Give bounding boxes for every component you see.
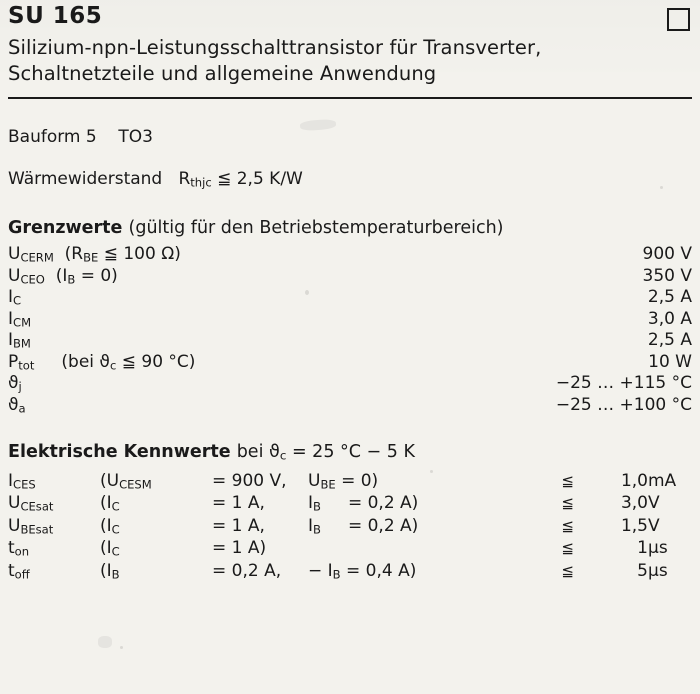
- param-symbol-sub: off: [14, 567, 30, 582]
- table-row: [8, 492, 692, 515]
- param-cond-3-text: − I: [308, 560, 333, 581]
- limit-value: 350 V: [642, 265, 692, 286]
- table-row: [8, 287, 692, 309]
- param-symbol: I: [8, 470, 14, 491]
- param-relation: ≦: [561, 516, 574, 535]
- param-cond-3: [308, 560, 544, 583]
- param-value: 1,0: [620, 470, 648, 491]
- scan-artifact: [120, 646, 123, 649]
- param-symbol-sub: CES: [13, 477, 36, 492]
- param-unit: V: [648, 515, 660, 536]
- param-cond-1: [100, 492, 212, 515]
- param-symbol-sub: on: [14, 544, 30, 559]
- limit-cond-rest: = 0): [75, 265, 118, 286]
- param-relation: ≦: [561, 494, 574, 513]
- param-cond-2: = 1 A,: [212, 493, 265, 514]
- param-value: 3,0: [620, 493, 648, 514]
- param-cond-3-text: U: [308, 470, 321, 491]
- param-cond-2: = 1 A,: [212, 515, 265, 536]
- param-cond-3-text: I: [308, 493, 314, 514]
- limit-symbol-cell: [8, 351, 198, 373]
- limit-value: 2,5 A: [647, 330, 692, 351]
- limits-heading-normal: (gültig für den Betriebstemperaturbereich): [128, 217, 504, 238]
- limit-cond-sub: c: [109, 358, 117, 373]
- limit-value: 3,0 A: [647, 308, 692, 329]
- limit-value: 10 W: [648, 351, 692, 372]
- electrical-heading-sub: c: [279, 448, 287, 463]
- limit-symbol-cell: [8, 265, 198, 287]
- limit-symbol-cell: [8, 287, 198, 309]
- limit-symbol-cell: [8, 373, 198, 395]
- limit-symbol: P: [8, 351, 19, 372]
- param-cond-1-text: (I: [100, 515, 112, 536]
- table-row: [8, 265, 692, 287]
- table-row: [8, 560, 692, 583]
- param-symbol: U: [8, 515, 21, 536]
- param-symbol-cell: [8, 470, 100, 493]
- table-row: [8, 537, 692, 560]
- limit-symbol-sub: a: [18, 401, 26, 416]
- limit-value: −25 … +115 °C: [555, 373, 692, 394]
- param-cond-3: [308, 515, 544, 538]
- table-row: [8, 470, 692, 493]
- param-cond-1: [100, 560, 212, 583]
- param-symbol: t: [8, 538, 15, 559]
- thermal-label: Wärmewiderstand: [8, 169, 163, 190]
- limit-spacer: [198, 373, 556, 395]
- param-cond-1-sub: CESM: [119, 477, 152, 492]
- param-symbol: t: [8, 560, 15, 581]
- param-cond-1-text: (I: [100, 493, 112, 514]
- param-cond-3-sub: B: [313, 499, 321, 514]
- limit-symbol-cell: [8, 308, 198, 330]
- table-row: [8, 373, 692, 395]
- param-relation: ≦: [561, 539, 574, 558]
- thermal-resistance-row: [8, 167, 692, 192]
- table-row: [8, 515, 692, 538]
- electrical-heading-normal: bei ϑ: [236, 442, 280, 462]
- param-symbol-cell: [8, 560, 100, 583]
- param-cond-3: [308, 537, 544, 560]
- param-value: 5: [637, 560, 648, 581]
- param-symbol-cell: [8, 492, 100, 515]
- limit-symbol-cell: [8, 330, 198, 352]
- package-label: Bauform 5: [8, 127, 97, 148]
- limit-symbol-cell: [8, 394, 198, 416]
- limits-table: [8, 244, 692, 416]
- limit-value: −25 … +100 °C: [555, 394, 692, 415]
- limit-value: 900 V: [642, 244, 692, 265]
- param-cond-1-sub: C: [111, 544, 120, 559]
- param-cond-1-text: (I: [100, 538, 112, 559]
- limit-symbol-sub: BM: [13, 336, 31, 351]
- table-row: [8, 394, 692, 416]
- limit-symbol-sub: tot: [18, 358, 35, 373]
- limit-spacer: [198, 287, 556, 309]
- param-cond-2: = 900 V,: [212, 470, 287, 491]
- limit-symbol-cell: [8, 244, 198, 266]
- param-relation: ≦: [561, 561, 574, 580]
- package-row: [8, 125, 692, 150]
- param-cond-1: [100, 470, 212, 493]
- limit-cond: (R: [64, 244, 84, 265]
- param-cond-3-rest: = 0,2 A): [320, 493, 419, 514]
- limit-symbol-sub: C: [13, 293, 22, 308]
- limit-symbol: I: [8, 287, 14, 308]
- param-cond-1-sub: C: [111, 499, 120, 514]
- limit-value: 2,5 A: [647, 287, 692, 308]
- limit-cond-rest: ≦ 90 °C): [116, 351, 196, 372]
- limit-symbol-sub: CERM: [20, 250, 54, 265]
- electrical-heading-rest: = 25 °C − 5 K: [286, 442, 415, 462]
- param-cond-1-text: (U: [100, 470, 120, 491]
- limit-cond-sub: B: [67, 272, 76, 287]
- table-row: [8, 351, 692, 373]
- limit-spacer: [198, 330, 556, 352]
- param-symbol-sub: CEsat: [20, 499, 54, 514]
- page-title: SU 165: [8, 3, 103, 29]
- subtitle-line-1: Silizium-npn-Leistungsschalttransistor für Transverter,: [8, 36, 542, 59]
- param-cond-1-sub: B: [111, 567, 120, 582]
- limit-symbol: U: [8, 244, 21, 265]
- limit-spacer: [198, 351, 556, 373]
- param-cond-3: [308, 492, 544, 515]
- limit-symbol: U: [8, 265, 21, 286]
- limit-cond-sub: BE: [83, 250, 99, 265]
- package-value: TO3: [118, 127, 153, 148]
- limit-symbol-sub: j: [18, 379, 22, 394]
- param-cond-3-sub: BE: [320, 477, 336, 492]
- limit-cond: (bei ϑ: [61, 351, 110, 372]
- limit-symbol: I: [8, 330, 14, 351]
- param-unit: µs: [648, 538, 668, 559]
- scan-artifact: [98, 636, 112, 648]
- param-cond-1: [100, 515, 212, 538]
- param-unit: µs: [648, 560, 668, 581]
- electrical-heading: [8, 442, 692, 463]
- thermal-symbol: R: [178, 169, 191, 190]
- param-symbol-cell: [8, 537, 100, 560]
- electrical-heading-bold: Elektrische Kennwerte: [8, 442, 231, 462]
- limits-heading-bold: Grenzwerte: [8, 217, 123, 238]
- limit-symbol: ϑ: [8, 394, 19, 415]
- limit-spacer: [198, 308, 556, 330]
- limit-spacer: [198, 244, 556, 266]
- electrical-table: [8, 470, 692, 583]
- thermal-relation: ≦: [217, 169, 232, 190]
- subtitle-line-2: Schaltnetzteile und allgemeine Anwendung: [8, 61, 437, 85]
- param-cond-3-rest: = 0,2 A): [320, 515, 419, 536]
- param-symbol-sub: BEsat: [20, 522, 54, 537]
- param-cond-2: = 1 A): [212, 538, 267, 559]
- param-cond-3-rest: = 0,4 A): [340, 560, 417, 581]
- param-cond-3-sub: B: [313, 522, 321, 537]
- param-symbol-cell: [8, 515, 100, 538]
- limit-symbol-sub: CM: [13, 315, 32, 330]
- table-row: [8, 244, 692, 266]
- limit-symbol: ϑ: [8, 373, 19, 394]
- param-relation: ≦: [561, 471, 574, 490]
- param-cond-1-sub: C: [111, 522, 120, 537]
- table-row: [8, 330, 692, 352]
- limits-heading: [8, 218, 692, 238]
- thermal-symbol-sub: thjc: [190, 175, 212, 190]
- header-divider: [8, 97, 692, 99]
- limit-symbol: I: [8, 308, 14, 329]
- param-unit: mA: [648, 470, 677, 491]
- thermal-value: 2,5 K/W: [236, 169, 303, 190]
- param-cond-1: [100, 537, 212, 560]
- square-outline-icon: [667, 8, 690, 31]
- param-cond-3-rest: = 0): [335, 470, 379, 491]
- param-cond-2: = 0,2 A,: [212, 560, 282, 581]
- param-cond-3-sub: B: [332, 567, 341, 582]
- param-value: 1,5: [620, 515, 648, 536]
- limit-symbol-sub: CEO: [20, 272, 45, 287]
- param-symbol: U: [8, 493, 21, 514]
- param-value: 1: [637, 538, 648, 559]
- param-unit: V: [648, 493, 660, 514]
- limit-spacer: [198, 394, 556, 416]
- limit-spacer: [198, 265, 556, 287]
- limit-cond: (I: [55, 265, 68, 286]
- table-row: [8, 308, 692, 330]
- param-cond-3: [308, 470, 544, 493]
- page-subtitle: [8, 35, 692, 86]
- param-cond-1-text: (I: [100, 560, 112, 581]
- page-header: [8, 4, 692, 31]
- param-cond-3-text: I: [308, 515, 314, 536]
- limit-cond-rest: ≦ 100 Ω): [98, 244, 181, 265]
